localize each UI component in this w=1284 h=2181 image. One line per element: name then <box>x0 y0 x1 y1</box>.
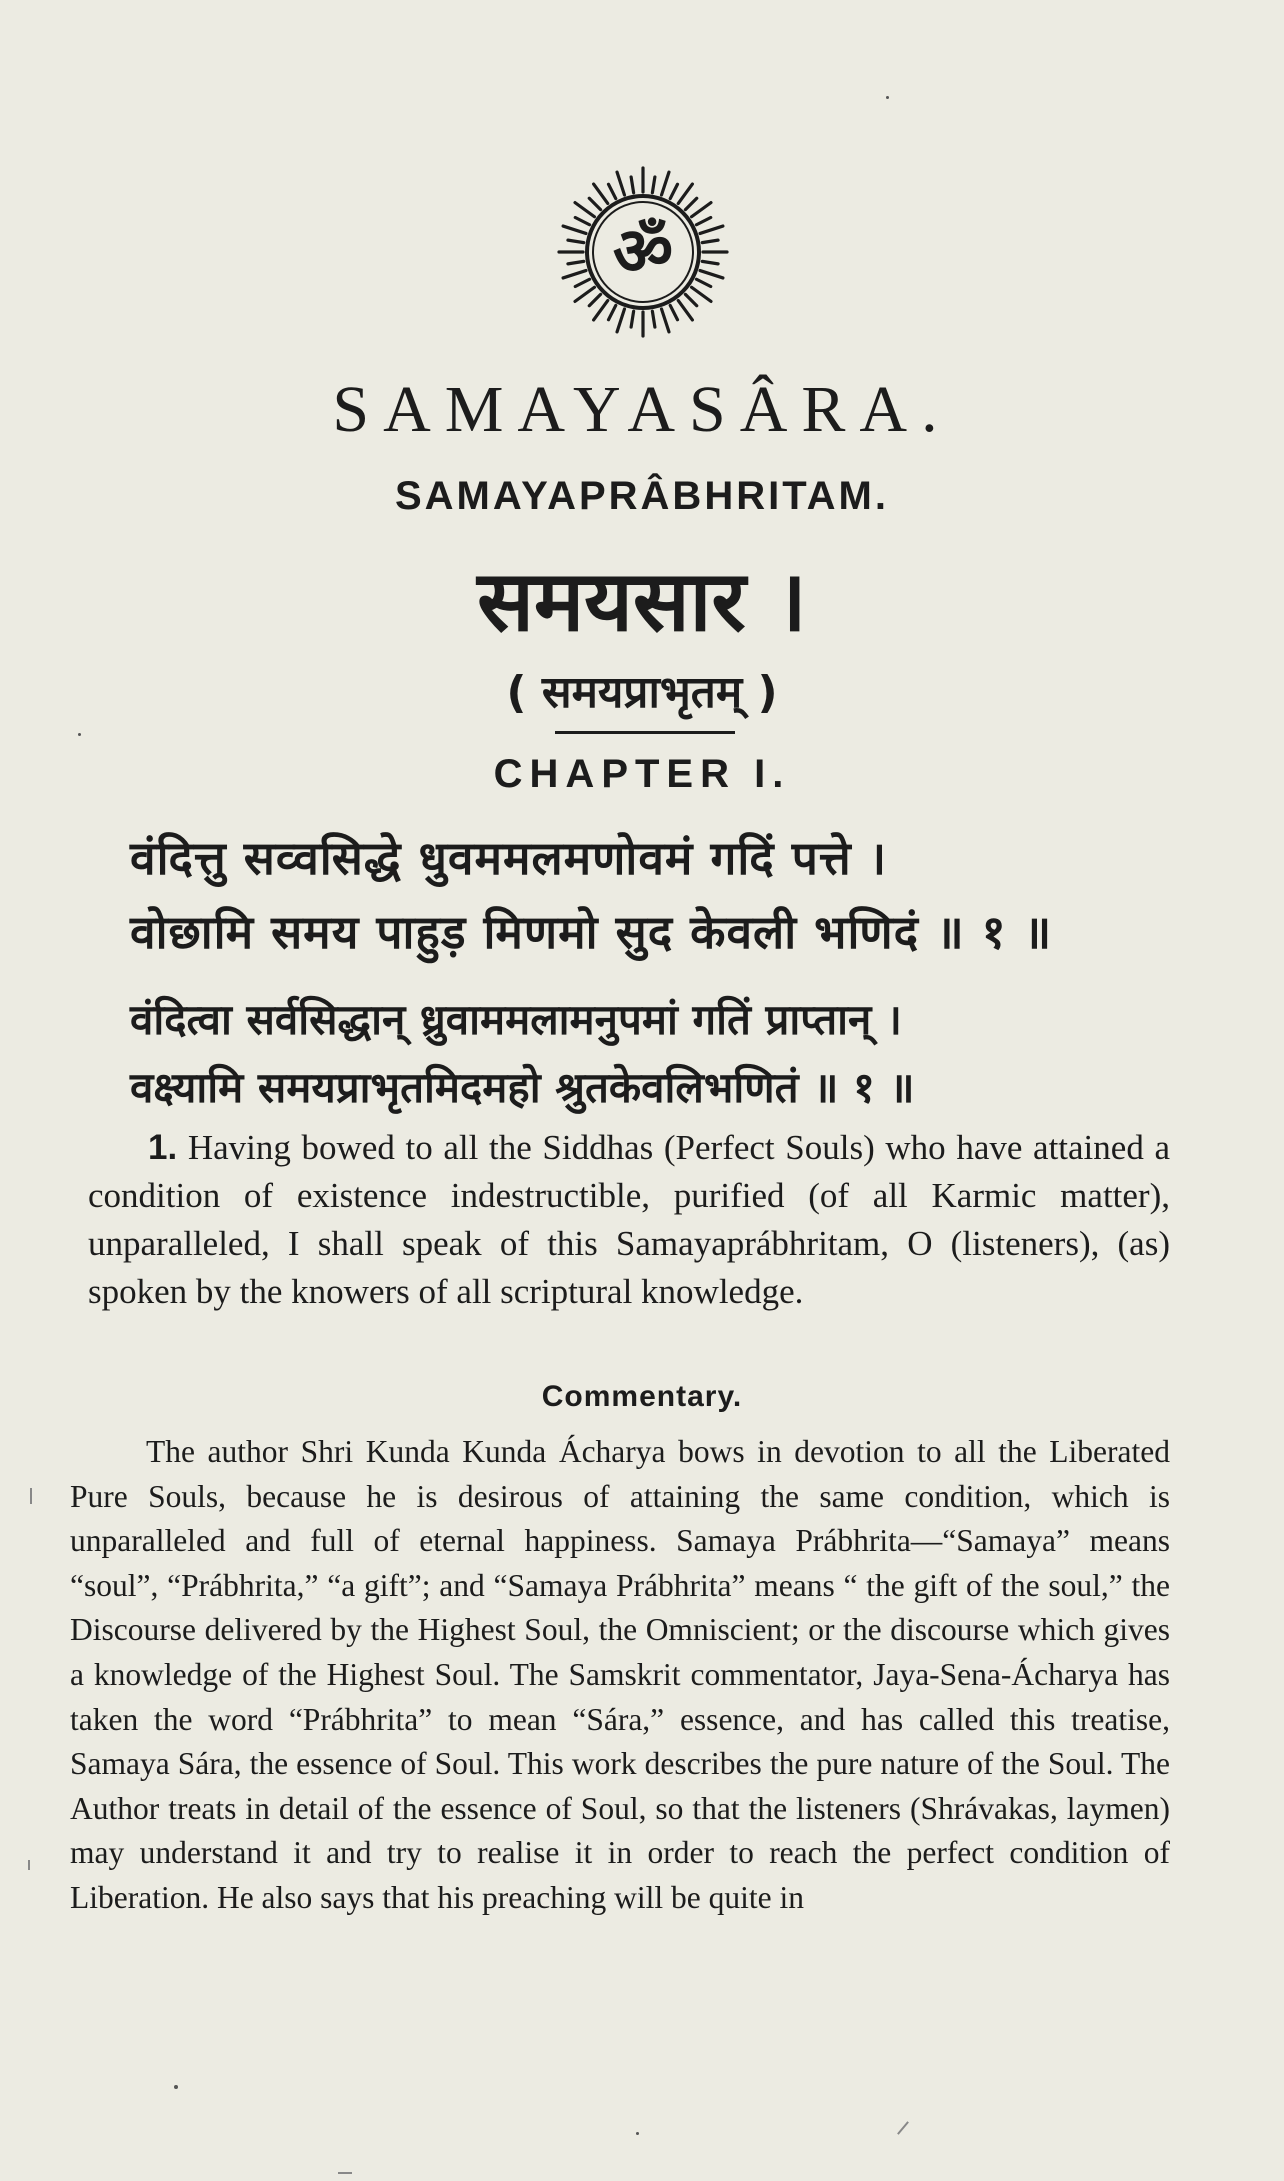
sun-ray <box>575 217 589 224</box>
sun-ray <box>594 184 608 203</box>
sun-ray <box>696 217 710 224</box>
sun-ray <box>608 305 615 319</box>
sun-ray <box>575 279 589 286</box>
sun-ray <box>692 203 711 217</box>
sun-ray <box>631 177 634 193</box>
sun-ray <box>617 172 624 195</box>
margin-mark <box>28 1860 30 1870</box>
sun-ray <box>700 226 723 233</box>
sun-ray <box>568 261 584 264</box>
commentary-heading: Commentary. <box>541 1380 743 1413</box>
sun-ray <box>631 311 634 327</box>
translation-text: Having bowed to all the Siddhas (Perfect Souls) who have attained a condition of existence indestructible, purified (of all Karmic matter), unparalleled, I shall speak of this Samayaprábhritam, O (listeners), (as) spoken by the knowers of all scriptural knowledge. <box>88 1128 1171 1311</box>
paper-speck <box>636 2132 639 2135</box>
verse-translation <box>88 1124 1170 1316</box>
sun-ray <box>617 309 624 332</box>
devanagari-subtitle: ( समयप्राभृतम् ) <box>506 667 778 718</box>
paper-speck <box>886 96 889 99</box>
sun-ray <box>662 172 669 195</box>
sun-ray <box>702 261 718 264</box>
sun-ray <box>696 279 710 286</box>
sun-ray <box>702 240 718 243</box>
sun-ray <box>594 301 608 320</box>
om-sun-emblem-icon <box>557 166 729 338</box>
paper-speck <box>78 733 81 736</box>
prakrit-verse-line-1: वंदित्तु सव्वसिद्धे धुवममलमणोवमं गदिं पत्ते । <box>130 831 888 885</box>
sun-ray <box>692 287 711 301</box>
sun-ray <box>608 184 615 198</box>
sun-ray <box>589 198 600 209</box>
devanagari-title: समयसार । <box>477 552 807 650</box>
sun-ray <box>685 198 696 209</box>
sun-ray <box>589 294 600 305</box>
commentary-text: The author Shri Kunda Kunda Ácharya bows in devotion to all the Liberated Pure Souls, because he is desirous of attaining the same condition, which is unparalleled and full of eternal happiness. Samaya Prábhrita—“Samaya” means “soul”, “Prábhrita,” “a gift”; and “Samaya Prábhrita” means “ the gift of the soul,” the Discourse delivered by the Highest Soul, the Omniscient; or the discourse which gives a knowledge of the Highest Soul. The Samskrit commentator, Jaya-Sena-Ácharya has taken the word “Prábhrita” to mean “Sára,” essence, and has called this treatise, Samaya Sára, the essence of Soul. This work describes the pure nature of the Soul. The Author treats in detail of the essence of Soul, so that the listeners (Shrávakas, laymen) may understand it and try to realise it in order to reach the perfect condition of Liberation. He also says that his preaching will be quite in <box>70 1434 1170 1915</box>
title-divider <box>555 731 735 734</box>
sanskrit-verse-line-1: वंदित्वा सर्वसिद्धान् ध्रुवाममलामनुपमां गतिं प्राप्तान् । <box>130 995 902 1044</box>
sun-ray <box>575 203 594 217</box>
margin-mark <box>30 1488 32 1504</box>
prakrit-verse-line-2: वोछामि समय पाहुड़ मिणमो सुद केवली भणिदं ॥ १ ॥ <box>130 905 1053 959</box>
margin-mark <box>897 2121 909 2135</box>
sun-ray <box>670 305 677 319</box>
chapter-heading: CHAPTER I. <box>493 752 791 796</box>
sun-ray <box>563 271 586 278</box>
sun-ray <box>678 301 692 320</box>
om-glyph: ॐ <box>612 213 674 290</box>
sanskrit-verse-line-2: वक्ष्यामि समयप्राभृतमिदमहो श्रुतकेवलिभणितं ॥ १ ॥ <box>130 1063 915 1112</box>
verse-number: 1. <box>148 1128 178 1167</box>
sun-ray <box>568 240 584 243</box>
paper-speck <box>174 2085 178 2089</box>
sun-ray <box>662 309 669 332</box>
sun-ray <box>652 177 655 193</box>
sun-ray <box>685 294 696 305</box>
book-title: SAMAYASÂRA. <box>332 373 952 446</box>
sun-ray <box>670 184 677 198</box>
book-subtitle: SAMAYAPRÂBHRITAM. <box>394 474 889 518</box>
margin-mark <box>338 2172 352 2174</box>
sun-ray <box>575 287 594 301</box>
sun-ray <box>652 311 655 327</box>
sun-ray <box>678 184 692 203</box>
sun-ray <box>563 226 586 233</box>
sun-ray <box>700 271 723 278</box>
